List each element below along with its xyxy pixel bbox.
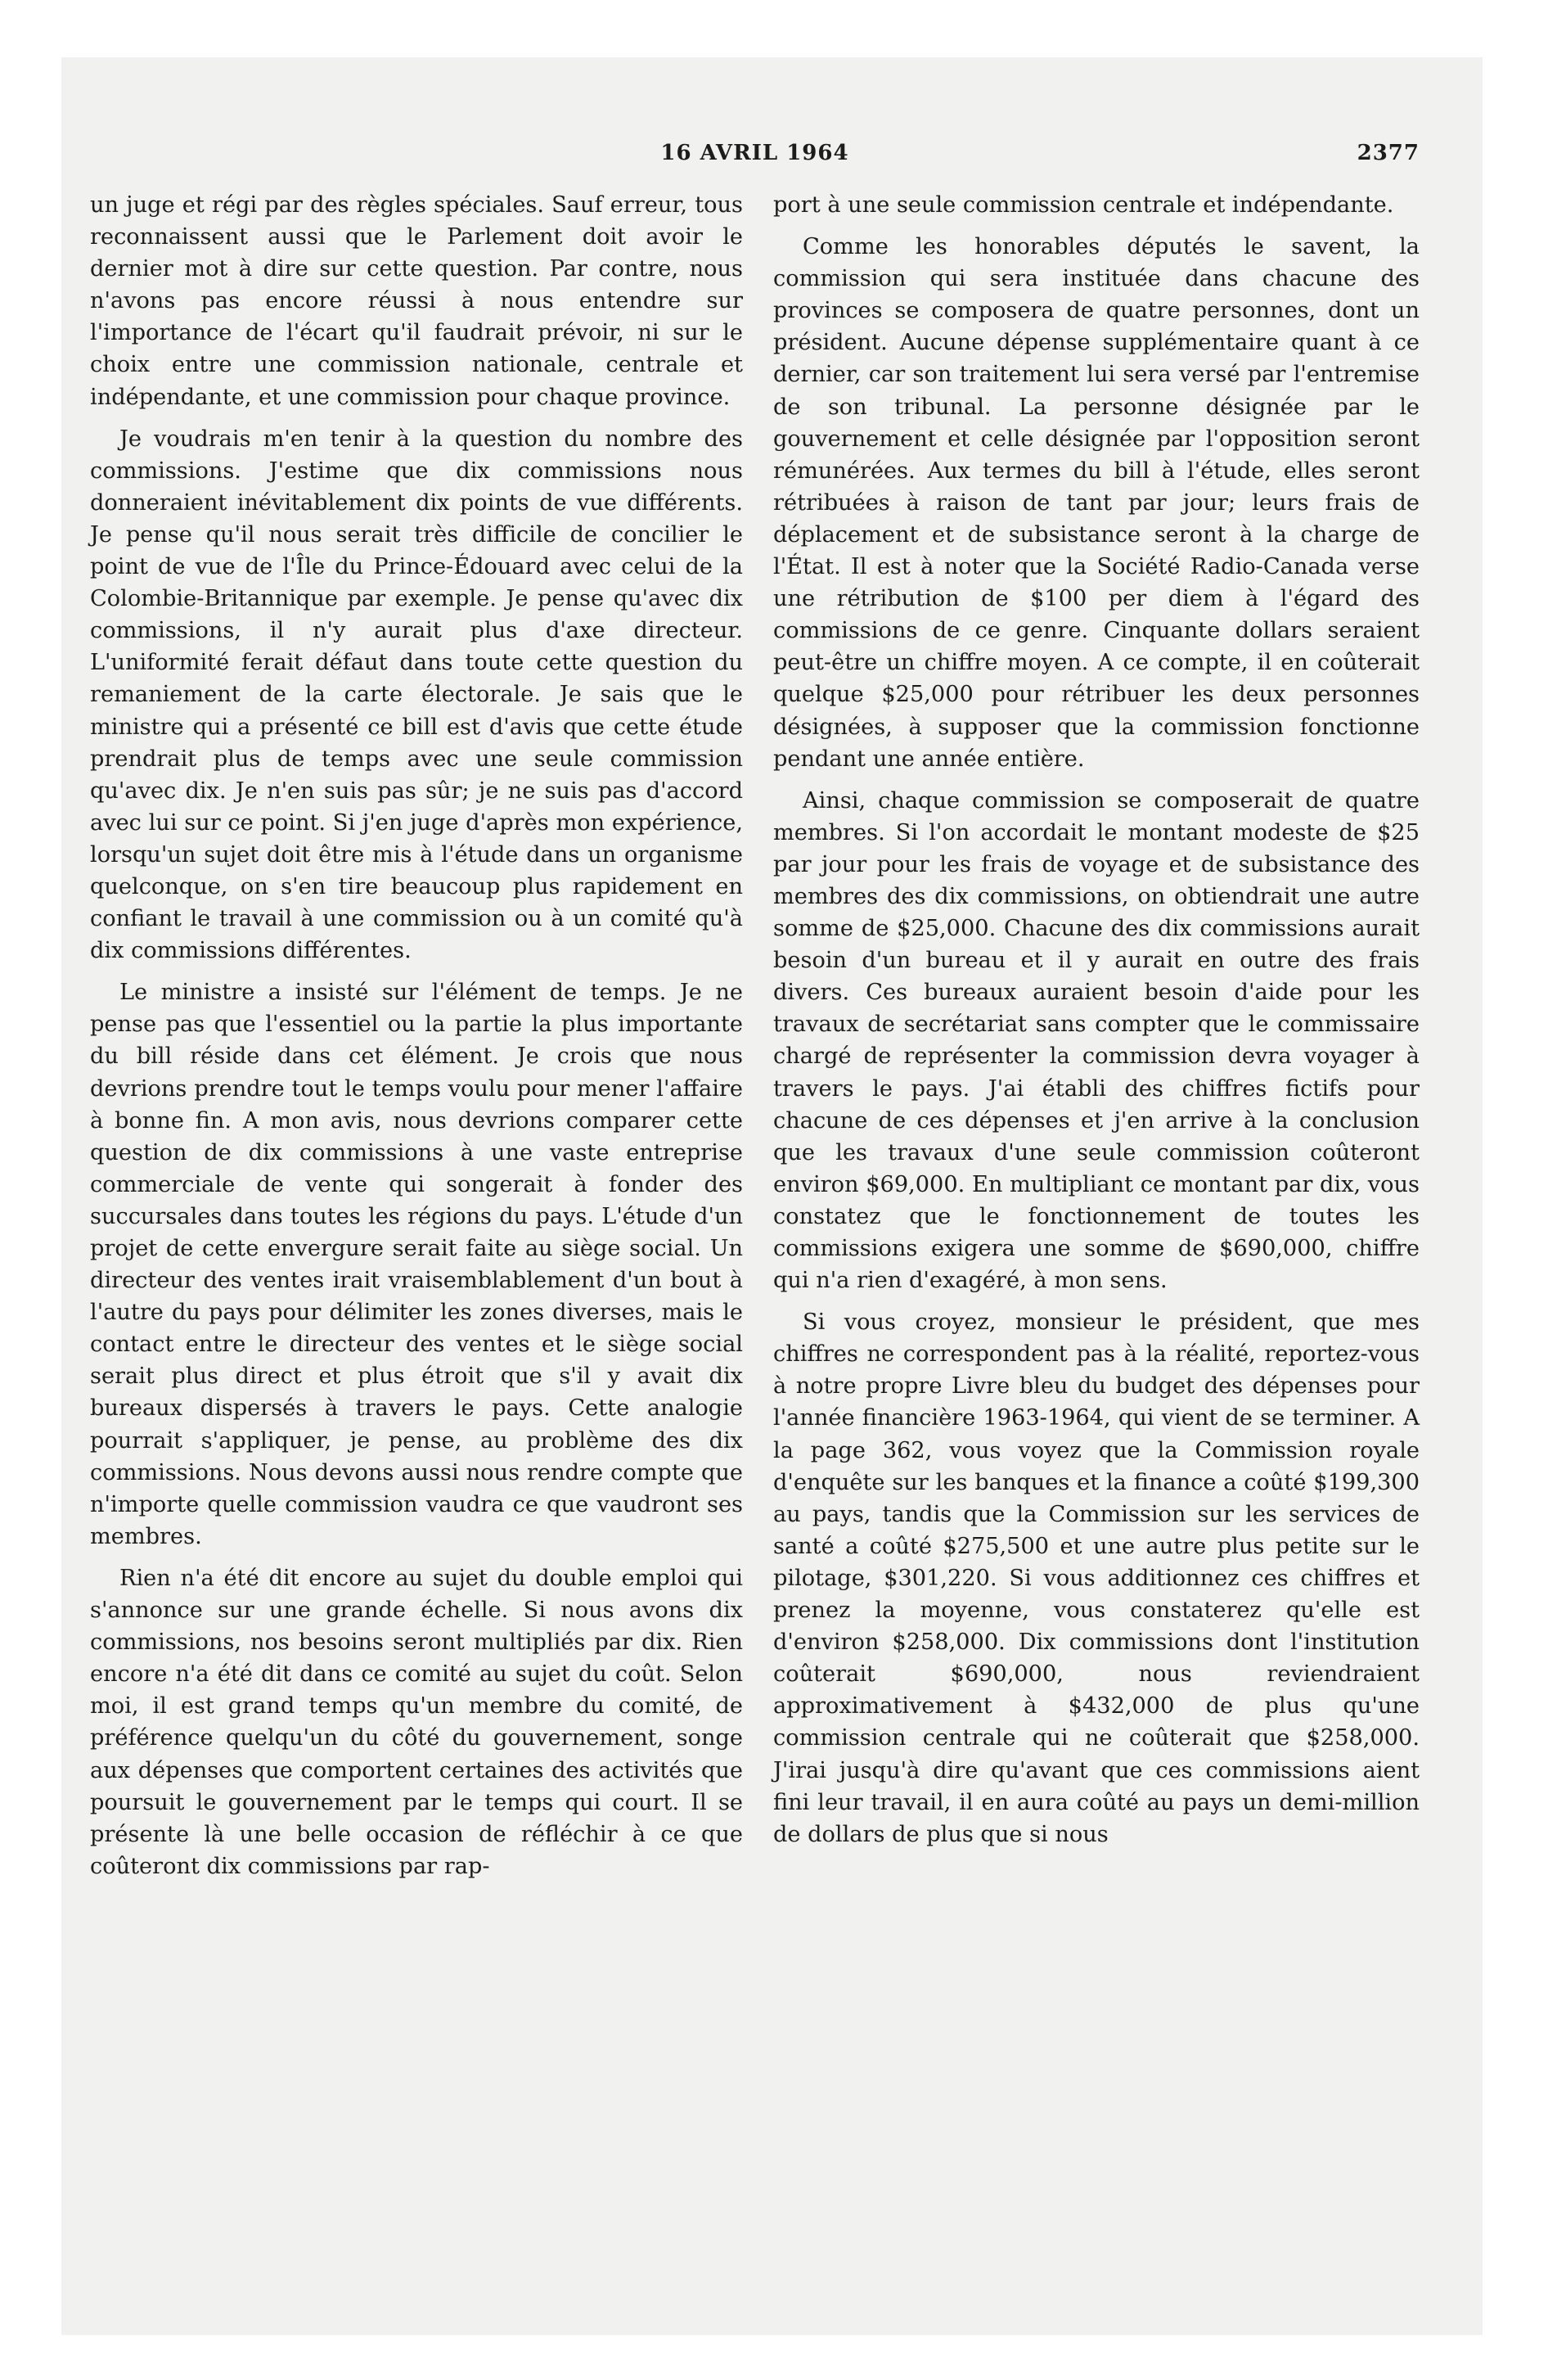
header-date: 16 AVRIL 1964 <box>660 141 849 165</box>
page-header <box>90 141 1420 174</box>
paragraph: Ainsi, chaque commission se composerait de quatre membres. Si l'on accordait le montant modeste de $25 par jour pour les frais de voyage et de subsistance des membres des dix commissions, on obtiendrait une autre somme de $25,000. Chacune des dix commissions aurait besoin d'un bureau et il y aurait en outre des frais divers. Ces bureaux auraient besoin d'aide pour les travaux de secrétariat sans compter que le commissaire chargé de représenter la commission devra voyager à travers le pays. J'ai établi des chiffres fictifs pour chacune de ces dépenses et j'en arrive à la conclusion que les travaux d'une seule commission coûteront environ $69,000. En multipliant ce montant par dix, vous constatez que le fonctionnement de toutes les commissions exigera une somme de $690,000, chiffre qui n'a rien d'exagéré, à mon sens. <box>773 787 1420 1294</box>
paragraph: Je voudrais m'en tenir à la question du nombre des commissions. J'estime que dix commissions nous donneraient inévitablement dix points de vue différents. Je pense qu'il nous serait très difficile de concilier le point de vue de l'Île du Prince-Édouard avec celui de la Colombie-Britannique par exemple. Je pense qu'avec dix commissions, il n'y aurait plus d'axe directeur. L'uniformité ferait défaut dans toute cette question du remaniement de la carte électorale. Je sais que le ministre qui a présenté ce bill est d'avis que cette étude prendrait plus de temps avec une seule commission qu'avec dix. Je n'en suis pas sûr; je ne suis pas d'accord avec lui sur ce point. Si j'en juge d'après mon expérience, lorsqu'un sujet doit être mis à l'étude dans un organisme quelconque, on s'en tire beaucoup plus rapidement en confiant le travail à une commission ou à un comité qu'à dix commissions différentes. <box>90 426 743 964</box>
right-column <box>773 189 1420 1850</box>
page-number: 2377 <box>1357 141 1420 165</box>
paragraph: Le ministre a insisté sur l'élément de temps. Je ne pense pas que l'essentiel ou la partie la plus importante du bill réside dans cet élément. Je crois que nous devrions prendre tout le temps voulu pour mener l'affaire à bonne fin. A mon avis, nous devrions comparer cette question de dix commissions à une vaste entreprise commerciale de vente qui songerait à fonder des succursales dans toutes les régions du pays. L'étude d'un projet de cette envergure serait faite au siège social. Un directeur des ventes irait vraisemblablement d'un bout à l'autre du pays pour délimiter les zones diverses, mais le contact entre le directeur des ventes et le siège social serait plus direct et plus étroit que s'il y avait dix bureaux dispersés à travers le pays. Cette analogie pourrait s'appliquer, je pense, au problème des dix commissions. Nous devons aussi nous rendre compte que n'importe quelle commission vaudra ce que vaudront ses membres. <box>90 980 743 1549</box>
left-column <box>90 189 743 1882</box>
paragraph: Si vous croyez, monsieur le président, que mes chiffres ne correspondent pas à la réalité, reportez-vous à notre propre Livre bleu du budget des dépenses pour l'année financière 1963-1964, qui vient de se terminer. A la page 362, vous voyez que la Commission royale d'enquête sur les banques et la finance a coûté $199,300 au pays, tandis que la Commission sur les services de santé a coûté $275,500 et une autre plus petite sur le pilotage, $301,220. Si vous additionnez ces chiffres et prenez la moyenne, vous constaterez qu'elle est d'environ $258,000. Dix commissions dont l'institution coûterait $690,000, nous reviendraient approximativement à $432,000 de plus qu'une commission centrale qui ne coûterait que $258,000. J'irai jusqu'à dire qu'avant que ces commissions aient fini leur travail, il en aura coûté au pays un demi-million de dollars de plus que si nous <box>773 1309 1420 1847</box>
paragraph: un juge et régi par des règles spéciales. Sauf erreur, tous reconnaissent aussi que le Parlement doit avoir le dernier mot à dire sur cette question. Par contre, nous n'avons pas encore réussi à nous entendre sur l'importance de l'écart qu'il faudrait prévoir, ni sur le choix entre une commission nationale, centrale et indépendante, et une commission pour chaque province. <box>90 192 743 410</box>
paragraph: Rien n'a été dit encore au sujet du double emploi qui s'annonce sur une grande échelle. Si nous avons dix commissions, nos besoins seront multipliés par dix. Rien encore n'a été dit dans ce comité au sujet du coût. Selon moi, il est grand temps qu'un membre du comité, de préférence quelqu'un du côté du gouvernement, songe aux dépenses que comportent certaines des activités que poursuit le gouvernement par le temps qui court. Il se présente là une belle occasion de réfléchir à ce que coûteront dix commissions par rap- <box>90 1565 743 1879</box>
paragraph: Comme les honorables députés le savent, la commission qui sera instituée dans chacune des provinces se composera de quatre personnes, dont un président. Aucune dépense supplémentaire quant à ce dernier, car son traitement lui sera versé par l'entremise de son tribunal. La personne désignée par le gouvernement et celle désignée par l'opposition seront rémunérées. Aux termes du bill à l'étude, elles seront rétribuées à raison de tant par jour; leurs frais de déplacement et de subsistance seront à la charge de l'État. Il est à noter que la Société Radio-Canada verse une rétribution de $100 per diem à l'égard des commissions de ce genre. Cinquante dollars seraient peut-être un chiffre moyen. A ce compte, il en coûterait quelque $25,000 pour rétribuer les deux personnes désignées, à supposer que la commission fonctionne pendant une année entière. <box>773 234 1420 772</box>
paragraph: port à une seule commission centrale et indépendante. <box>773 192 1394 218</box>
